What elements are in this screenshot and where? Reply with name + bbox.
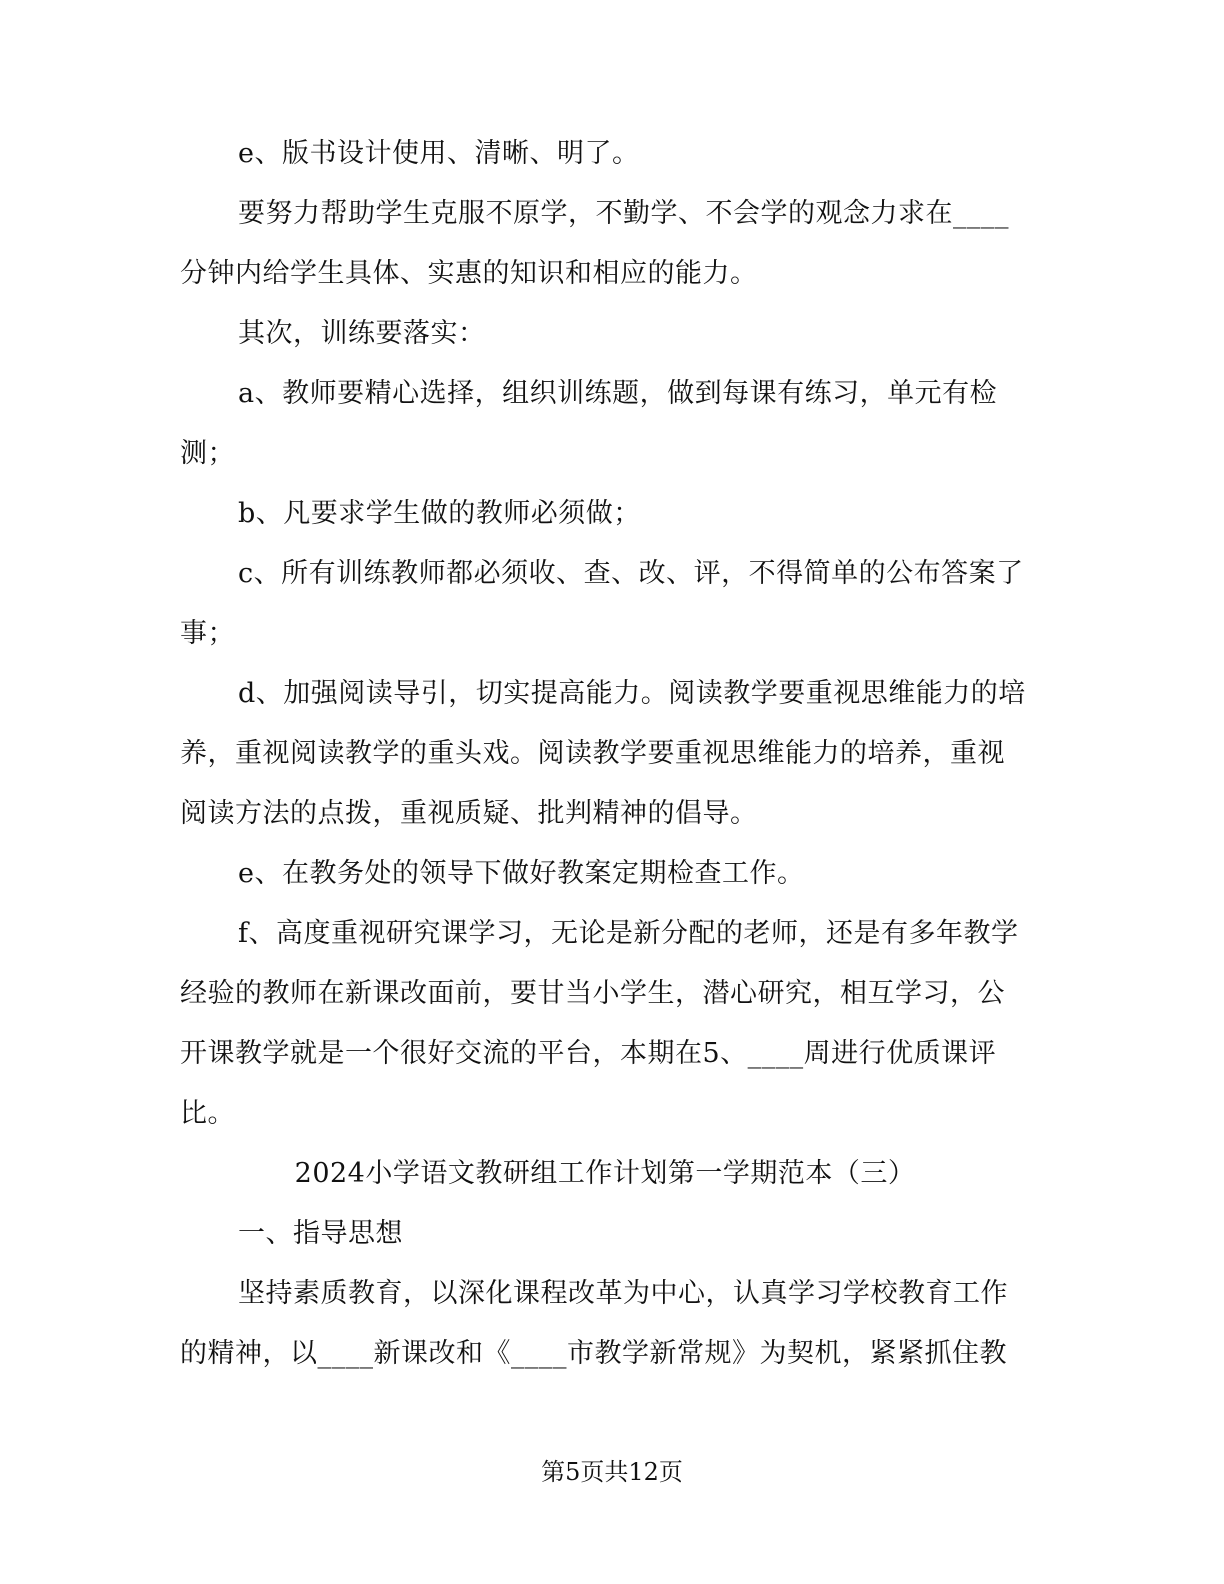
paragraph-d-reading: d、加强阅读导引，切实提高能力。阅读教学要重视思维能力的培养，重视阅读教学的重头戏。阅读教学要重视思维能力的培养，重视阅读方法的点拨，重视质疑、批判精神的倡导。	[180, 678, 1026, 829]
paragraph-training: 其次，训练要落实：	[238, 318, 486, 349]
paragraph-e-board-design: e、版书设计使用、清晰、明了。	[238, 138, 640, 169]
paragraph-b-teacher-do: b、凡要求学生做的教师必须做；	[238, 498, 641, 529]
paragraph-e-lesson-plan-check: e、在教务处的领导下做好教案定期检查工作。	[238, 858, 805, 889]
page-body	[180, 124, 1030, 1384]
paragraph-a-exercises: a、教师要精心选择，组织训练题，做到每课有练习，单元有检测；	[180, 378, 998, 469]
paragraph-c-grading: c、所有训练教师都必须收、查、改、评，不得简单的公布答案了事；	[180, 558, 1024, 649]
subheading-guiding-ideology: 一、指导思想	[238, 1218, 403, 1249]
paragraph-quality-education: 坚持素质教育，以深化课程改革为中心，认真学习学校教育工作的精神，以____新课改和《____市教学新常规》为契机，紧紧抓住教	[180, 1278, 1008, 1369]
paragraph-f-research-lessons: f、高度重视研究课学习，无论是新分配的老师，还是有多年教学经验的教师在新课改面前，要甘当小学生，潜心研究，相互学习，公开课教学就是一个很好交流的平台，本期在5、____周进行优质课评比。	[180, 918, 1019, 1129]
paragraph-help-students: 要努力帮助学生克服不原学，不勤学、不会学的观念力求在____分钟内给学生具体、实惠的知识和相应的能力。	[180, 198, 1009, 289]
page-number-footer: 第5页共12页	[541, 1458, 683, 1486]
section-title: 2024小学语文教研组工作计划第一学期范本（三）	[294, 1158, 916, 1189]
